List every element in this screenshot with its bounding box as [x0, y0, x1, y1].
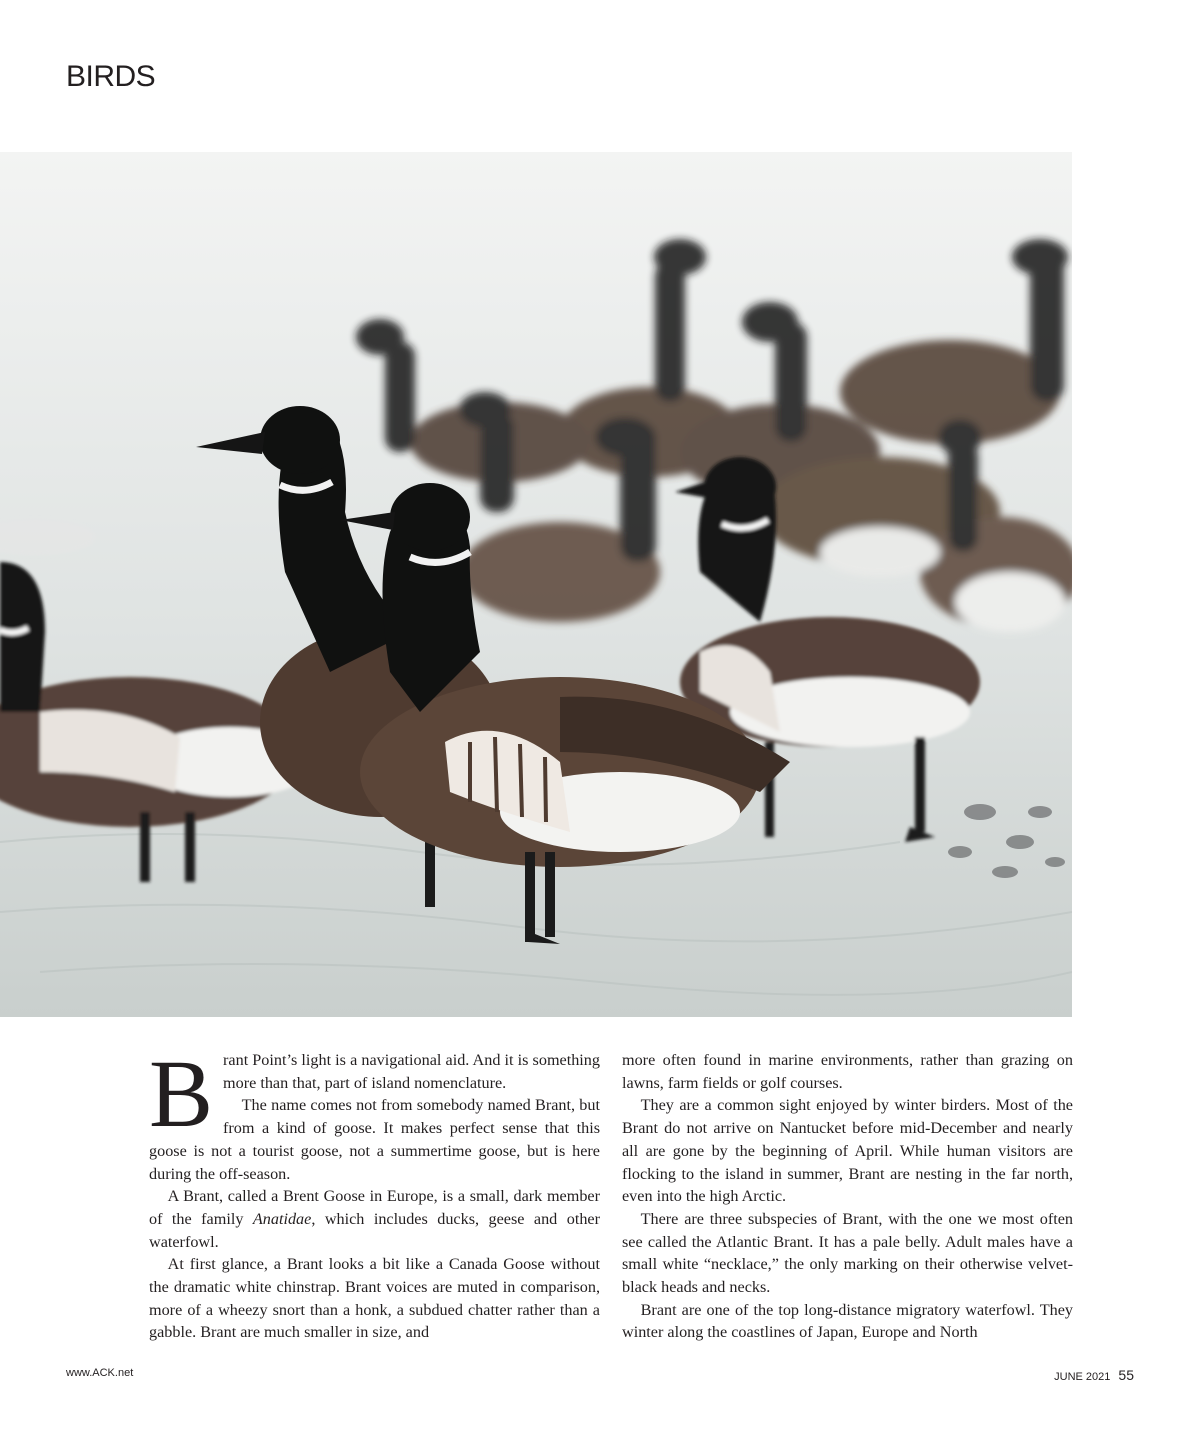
paragraph-text: A Brant, called a Brent Goose in Europe, is a small, dark member of the family	[149, 1187, 600, 1228]
article-column-right	[622, 1049, 1073, 1344]
paragraph: The name comes not from somebody named Brant, but from a kind of goose. It makes perfect sense that this goose is not a tourist goose, not a summertime goose, but is here during the off-season.	[149, 1096, 600, 1183]
page-number: 55	[1118, 1367, 1134, 1383]
paragraph	[149, 1185, 600, 1253]
drop-cap: B	[149, 1040, 214, 1147]
issue-date: JUNE 2021	[1054, 1371, 1111, 1383]
footer-folio	[1054, 1367, 1134, 1383]
scientific-name: Anatidae	[252, 1209, 312, 1228]
article-column-left	[149, 1040, 600, 1344]
brant-geese-illustration	[0, 152, 1072, 1017]
footer-website: www.ACK.net	[66, 1367, 134, 1379]
paragraph: At first glance, a Brant looks a bit like a Canada Goose without the dramatic white chinstrap. Brant voices are muted in comparison, more of a wheezy snort than a honk, a subdued chatter rather than a gabble. Brant are much smaller in size, and	[149, 1255, 600, 1342]
section-label: BIRDS	[66, 60, 156, 93]
paragraph: There are three subspecies of Brant, with the one we most often see called the Atlantic Brant. It has a pale belly. Adult males have a small white “necklace,” the only marking on their otherwise velvet-black heads and necks.	[622, 1209, 1073, 1297]
paragraph: more often found in marine environments, rather than grazing on lawns, farm fields or golf courses.	[622, 1051, 1073, 1092]
paragraph-text: , which includes ducks, geese and other waterfowl.	[149, 1209, 600, 1251]
brant-geese-photo	[0, 152, 1072, 1017]
paragraph: They are a common sight enjoyed by winter birders. Most of the Brant do not arrive on Nantucket before mid-December and nearly all are gone by the beginning of April. While human visitors are flocking to the island in summer, Brant are nesting in the far north, even into the high Arctic.	[622, 1096, 1073, 1206]
paragraph: Brant are one of the top long-distance migratory waterfowl. They winter along the coastlines of Japan, Europe and North	[622, 1300, 1073, 1342]
paragraph-text: rant Point’s light is a navigational aid. And it is something more than that, part of island nomenclature.	[223, 1051, 600, 1092]
